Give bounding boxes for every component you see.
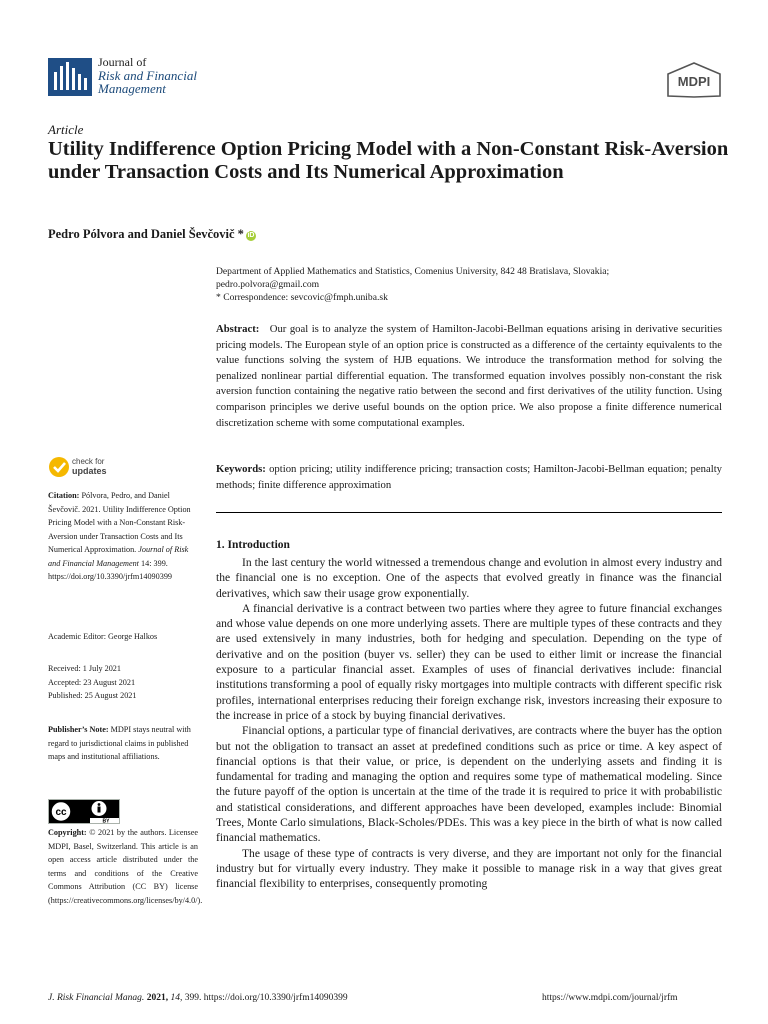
article-title: Utility Indifference Option Pricing Model with a Non-Constant Risk-Aversion under Transaction Costs and Its Numerical Approximation (48, 138, 729, 183)
divider (216, 512, 722, 513)
body-text (216, 556, 722, 893)
cc-by-license-icon[interactable] (48, 799, 120, 824)
abstract (216, 322, 722, 431)
mdpi-logo (666, 62, 722, 98)
citation-text: Pólvora, Pedro, and Daniel Ševčovič. 2021. Utility Indifference Option Pricing Model with a Non-Constant Risk-Aversion under Transaction Costs and Its Numerical Approximation. (48, 491, 191, 554)
footer-citation (48, 993, 348, 1003)
footer-journal-url[interactable]: https://www.mdpi.com/journal/jrfm (542, 993, 678, 1003)
journal-name-line1: Journal of (98, 55, 147, 69)
mdpi-logo-text: MDPI (677, 74, 711, 89)
publisher-note-text: MDPI stays neutral with regard to jurisdictional claims in published maps and institutional affiliations. (48, 725, 191, 761)
paragraph: In the last century the world witnessed a tremendous change and evolution in almost every industry and the financial one is no exception. One of the aspects that evolved greatly in finance was the financial derivatives, which saw their usage grow exponentially. (216, 557, 722, 600)
citation (48, 489, 198, 584)
keywords-text: option pricing; utility indifference pricing; transaction costs; Hamilton-Jacobi-Bellman equation; penalty methods; finite difference approximation (216, 463, 723, 491)
copyright-text: © 2021 by the authors. Licensee MDPI, Basel, Switzerland. This article is an open access article distributed under the terms and conditions of the Creative Commons Attribution (CC BY) license (https://creativecommons.org/licenses/by/4.0/). (48, 828, 203, 905)
check-for-updates-button[interactable] (48, 456, 158, 480)
academic-editor: Academic Editor: George Halkos (48, 632, 158, 641)
abstract-text: Our goal is to analyze the system of Hamilton-Jacobi-Bellman equations arising in derivative securities pricing models. The European style of an option price is constructed as a difference of the certainty equivalents to the value functions solving the system of HJB equations. We introduce the transformation method for solving the penalized nonlinear partial differential equation. The transformed equation involves possibly non-constant the risk aversion function containing the negative ratio between the second and first derivatives of the utility function. Using comparison principles we derive useful bounds on the option price. We also propose a finite difference numerical discretization scheme with some computational examples. (216, 323, 723, 429)
keywords-label: Keywords: (216, 463, 266, 475)
journal-name-line3: Management (98, 81, 166, 96)
author-names: Pedro Pólvora and Daniel Ševčovič * (48, 227, 244, 241)
affiliation-line: Department of Applied Mathematics and Statistics, Comenius University, 842 48 Bratislava, Slovakia; (216, 266, 610, 277)
paragraph: A financial derivative is a contract between two parties where they agree to future financial exchanges and whose value depends on one more underlying assets. There are multiple types of these contracts and they are used extensively in many industries, both for hedging and speculation. Depending on the type of derivative and on the position (buyer vs. seller) they can be used to either limit or increase the financial exposure to a particular financial asset. Examples of uses of financial derivatives include: financial institutions transforming a pool of equally risky mortgages into multiple contracts with different specific risk profiles, international enterprises reducing their foreign exchange risk, investors increasing their exposure to the increase in price of a stock by buying financial derivatives. (216, 602, 722, 722)
publisher-note-label: Publisher’s Note: (48, 725, 109, 734)
abstract-label: Abstract: (216, 323, 260, 335)
footer-journal: J. Risk Financial Manag. (48, 993, 145, 1003)
section-heading: 1. Introduction (216, 539, 290, 551)
bar-chart-icon (48, 58, 92, 96)
authors (48, 227, 256, 242)
copyright (48, 826, 203, 907)
journal-name-line2: Risk and Financial (98, 68, 197, 83)
copyright-label: Copyright: (48, 828, 87, 837)
keywords (216, 462, 722, 493)
received-date: Received: 1 July 2021 (48, 664, 121, 673)
affiliation-email: pedro.polvora@gmail.com (216, 279, 320, 290)
check-label-2: updates (72, 466, 107, 476)
cc-by-text: BY (102, 818, 110, 824)
published-date: Published: 25 August 2021 (48, 691, 137, 700)
citation-label: Citation: (48, 491, 80, 500)
citation-doi[interactable]: 14: 399. https://doi.org/10.3390/jrfm14090399 (48, 558, 173, 581)
dates (48, 662, 198, 703)
check-updates-icon (48, 456, 70, 478)
journal-name (98, 56, 197, 95)
citation-journal: Journal of Risk and Financial Management (48, 545, 189, 568)
footer-volume: 14, (170, 993, 183, 1003)
correspondence: * Correspondence: sevcovic@fmph.uniba.sk (216, 292, 388, 303)
orcid-icon[interactable]: iD (247, 232, 255, 239)
paragraph: Financial options, a particular type of financial derivatives, are contracts where the buyer has the option but not the obligation to transact an asset at predefined conditions such as price or time. A key aspect of financial options is that their value, or price, is dependent on the underlying assets and finding it is fundamental for trading and managing the option and requires some type of mathematical modeling. Since the future payoff of the option is uncertain at the time of the trade it is required to price it with probabilistic and statistical considerations, and different approaches have been developed, examples include: Binomial Trees, Monte Carlo simulations, Black-Scholes/PDEs. This was a key piece in the birth of what is now called financial mathematics. (216, 725, 722, 845)
article-type: Article (48, 122, 84, 137)
check-label-1: check for (72, 457, 105, 466)
accepted-date: Accepted: 23 August 2021 (48, 677, 136, 687)
svg-text:cc: cc (55, 807, 67, 818)
publisher-note (48, 723, 198, 764)
affiliation (216, 265, 726, 304)
footer-doi[interactable]: 399. https://doi.org/10.3390/jrfm14090399 (184, 993, 348, 1003)
footer-year: 2021, (146, 993, 169, 1003)
paragraph: The usage of these type of contracts is very diverse, and they are important not only for the financial industry but for virtually every industry. They make it possible to manage risk in a way that gives great financial flexibility to enterprises, consequently promoting (216, 847, 722, 891)
